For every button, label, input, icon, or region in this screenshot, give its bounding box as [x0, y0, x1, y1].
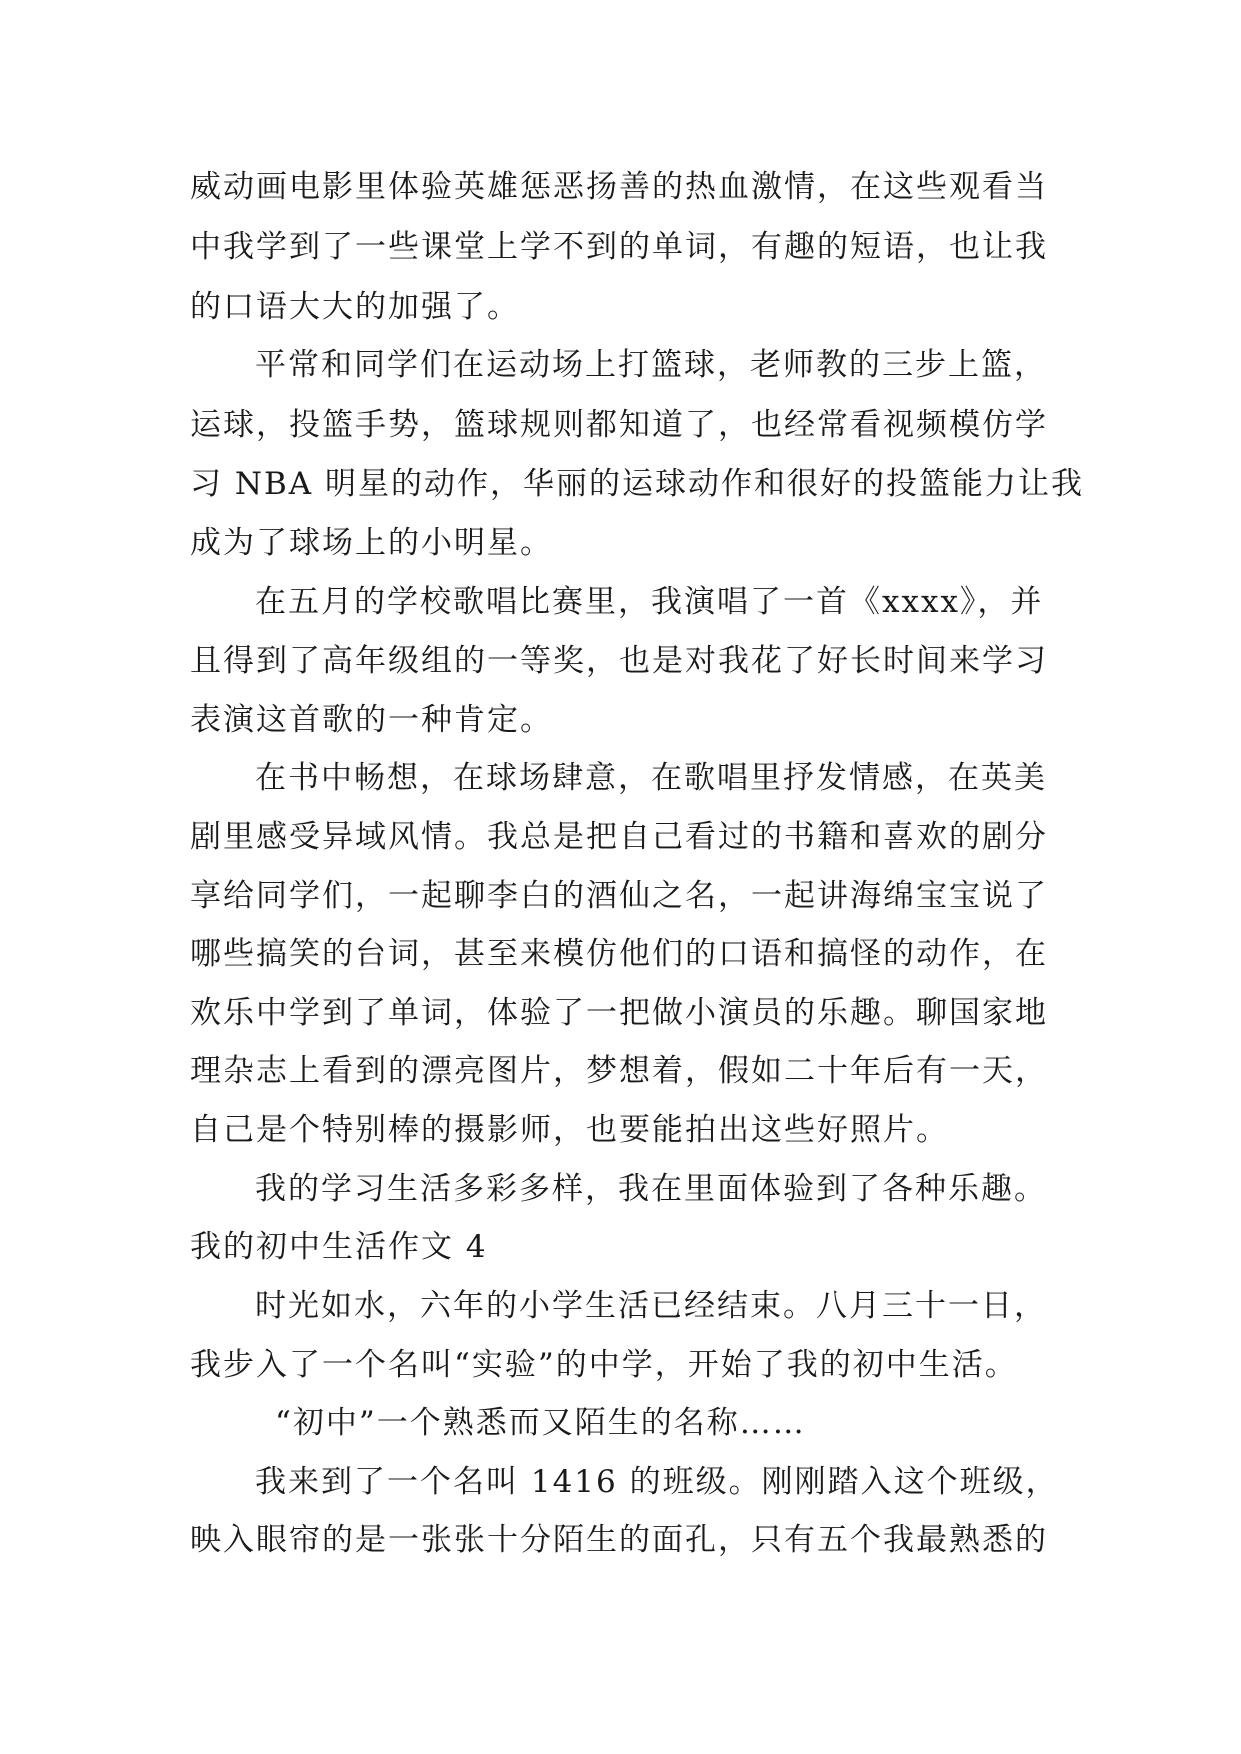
text-line: 理杂志上看到的漂亮图片，梦想着，假如二十年后有一天， [190, 1053, 1048, 1089]
paragraph-first-line: 平常和同学们在运动场上打篮球，老师教的三步上篮， [255, 347, 1047, 383]
text-line: 中我学到了一些课堂上学不到的单词，有趣的短语，也让我 [190, 229, 1048, 265]
paragraph-first-line: 我来到了一个名叫 1416 的班级。刚刚踏入这个班级， [255, 1464, 1059, 1500]
text-line: 哪些搞笑的台词，甚至来模仿他们的口语和搞怪的动作，在 [190, 936, 1048, 972]
paragraph-first-line: 我的学习生活多彩多样，我在里面体验到了各种乐趣。 [255, 1171, 1047, 1207]
text-line: 享给同学们，一起聊李白的酒仙之名，一起讲海绵宝宝说了 [190, 878, 1048, 914]
paragraph-first-line: “初中”一个熟悉而又陌生的名称…… [275, 1405, 806, 1441]
text-line: 习 NBA 明星的动作，华丽的运球动作和很好的投篮能力让我 [190, 466, 1084, 502]
paragraph-first-line: 在五月的学校歌唱比赛里，我演唱了一首《xxxx》，并 [255, 584, 1044, 620]
text-line: 运球，投篮手势，篮球规则都知道了，也经常看视频模仿学 [190, 407, 1048, 443]
text-line: 成为了球场上的小明星。 [190, 525, 553, 561]
text-line: 自己是个特别棒的摄影师，也要能拍出这些好照片。 [190, 1112, 949, 1148]
text-line: 剧里感受异域风情。我总是把自己看过的书籍和喜欢的剧分 [190, 819, 1048, 855]
text-line: 威动画电影里体验英雄惩恶扬善的热血激情，在这些观看当 [190, 169, 1048, 205]
paragraph-first-line: 时光如水，六年的小学生活已经结束。八月三十一日， [255, 1288, 1047, 1324]
text-line: 我步入了一个名叫“实验”的中学，开始了我的初中生活。 [190, 1347, 1018, 1383]
text-line: 欢乐中学到了单词，体验了一把做小演员的乐趣。聊国家地 [190, 995, 1048, 1031]
text-line: 映入眼帘的是一张张十分陌生的面孔，只有五个我最熟悉的 [190, 1522, 1048, 1558]
text-line: 表演这首歌的一种肯定。 [190, 702, 553, 738]
text-line: 的口语大大的加强了。 [190, 289, 520, 325]
paragraph-first-line: 在书中畅想，在球场肆意，在歌唱里抒发情感，在英美 [255, 760, 1047, 796]
section-heading: 我的初中生活作文 4 [190, 1229, 488, 1265]
text-line: 且得到了高年级组的一等奖，也是对我花了好长时间来学习 [190, 643, 1048, 679]
